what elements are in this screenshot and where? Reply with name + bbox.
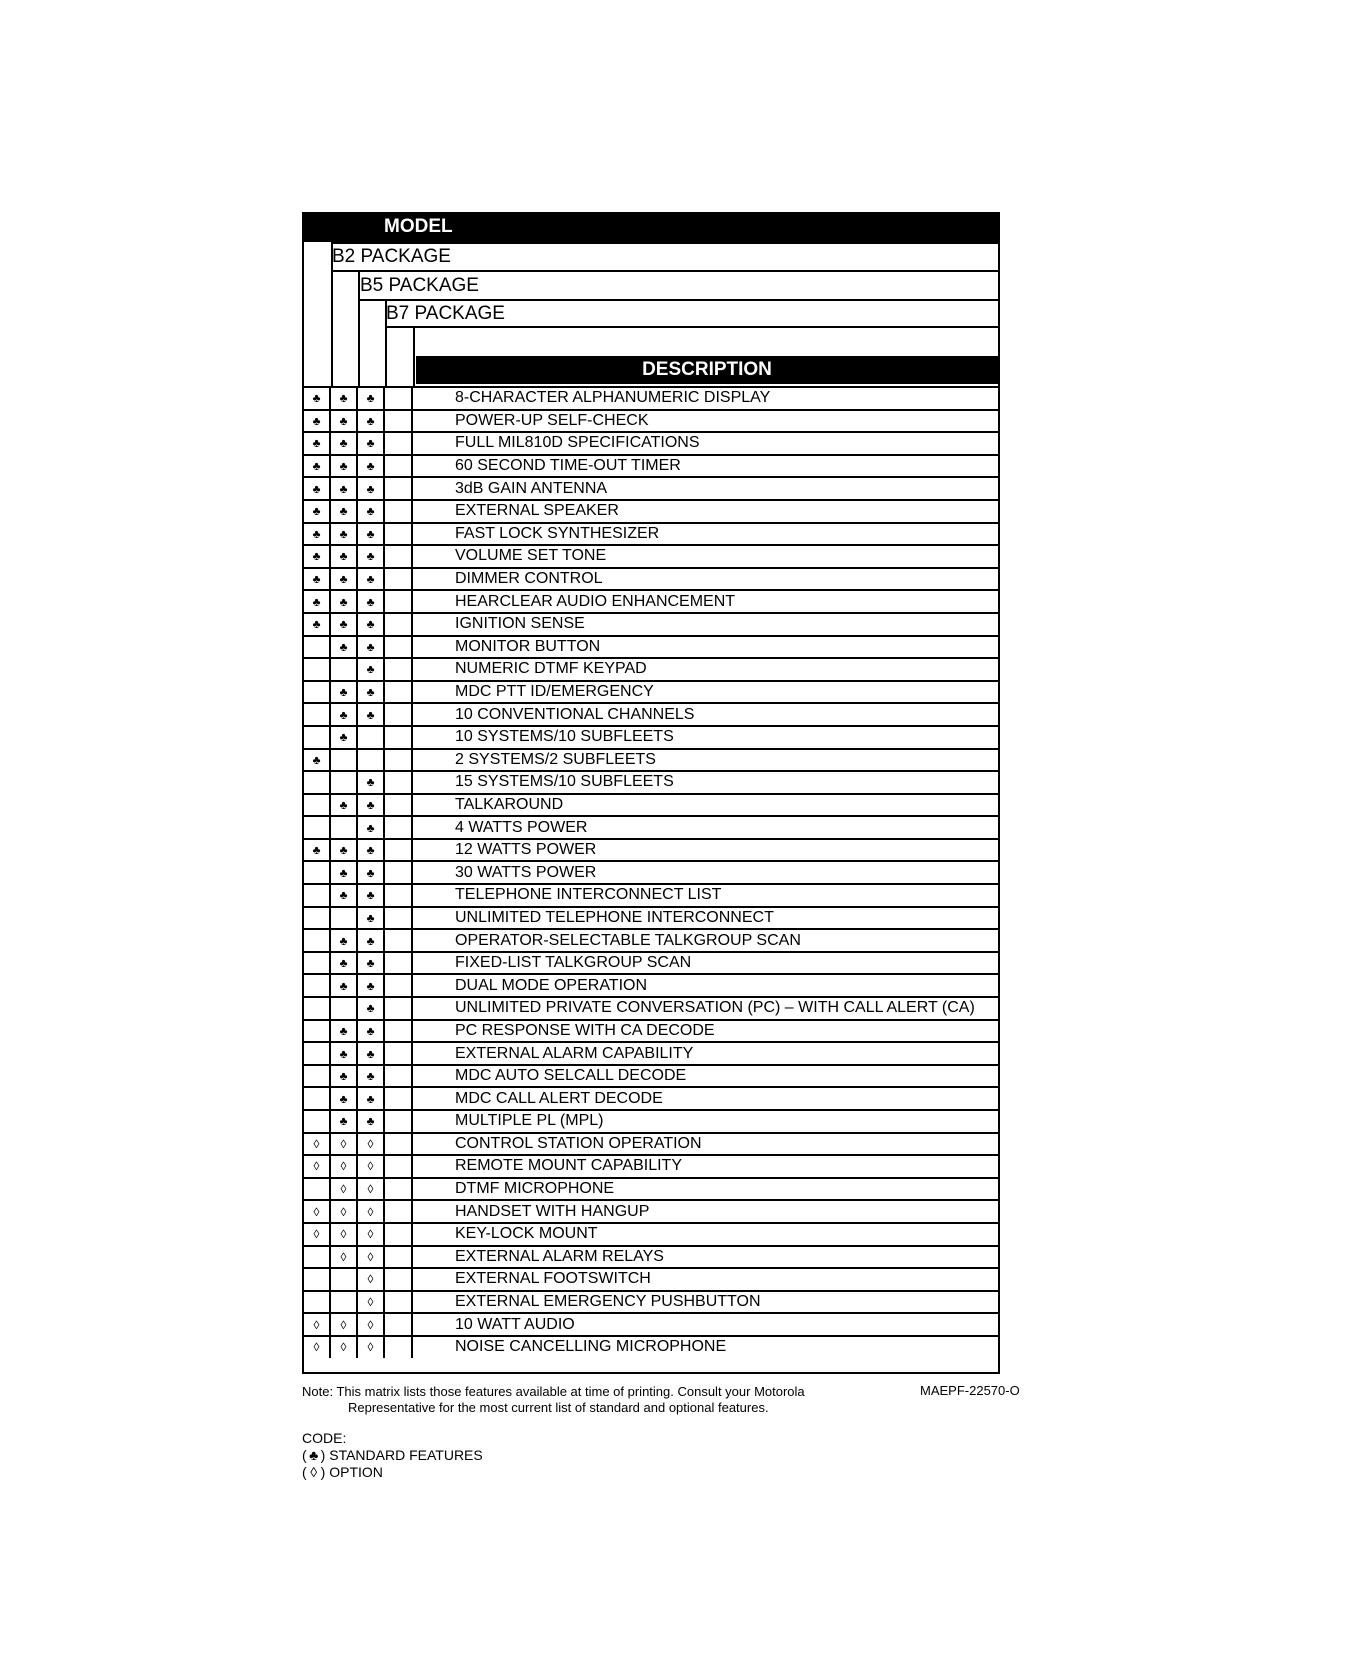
b7-standard-icon: ♣ [358,1043,385,1064]
b7-standard-icon: ♣ [358,659,385,680]
b2-cell [304,930,331,951]
blank-cell [385,772,413,793]
table-row [304,1335,998,1358]
blank-cell [385,637,413,658]
blank-cell [385,704,413,725]
feature-description: FAST LOCK SYNTHESIZER [455,524,660,542]
b7-standard-icon: ♣ [358,569,385,590]
b7-standard-icon: ♣ [358,433,385,454]
b7-standard-icon: ♣ [358,1088,385,1109]
b5-standard-icon: ♣ [331,953,358,974]
b7-standard-icon: ♣ [358,1066,385,1087]
b7-standard-icon: ♣ [358,840,385,861]
table-row [304,838,998,861]
blank-cell [385,885,413,906]
table-row [304,815,998,838]
b2-standard-icon: ♣ [304,524,331,545]
b2-cell [304,659,331,680]
table-row [304,973,998,996]
table-row [304,1290,998,1313]
table-row [304,725,998,748]
b7-standard-icon: ♣ [358,885,385,906]
b5-standard-icon: ♣ [331,840,358,861]
b2-cell [304,795,331,816]
b5-standard-icon: ♣ [331,411,358,432]
b5-standard-icon: ♣ [331,524,358,545]
b7-standard-icon: ♣ [358,1111,385,1132]
feature-description: UNLIMITED PRIVATE CONVERSATION (PC) – WITH CALL ALERT (CA) [455,999,975,1017]
blank-cell [385,998,413,1019]
b7-standard-icon: ♣ [358,456,385,477]
b5-standard-icon: ♣ [331,1111,358,1132]
feature-description: MDC AUTO SELCALL DECODE [455,1067,687,1085]
blank-cell [385,524,413,545]
b2-cell [304,908,331,929]
feature-description: 10 CONVENTIONAL CHANNELS [455,705,695,723]
feature-description: HEARCLEAR AUDIO ENHANCEMENT [455,592,736,610]
b5-standard-icon: ♣ [331,704,358,725]
b7-standard-icon: ♣ [358,704,385,725]
b2-cell [304,1043,331,1064]
table-row [304,1177,998,1200]
feature-description: 30 WATTS POWER [455,863,597,881]
b7-standard-icon: ♣ [358,637,385,658]
b2-line [331,242,998,244]
blank-cell [385,975,413,996]
b2-cell [304,637,331,658]
blank-cell [385,727,413,748]
feature-rows [304,386,998,1372]
b5-option-icon: ◊ [331,1134,358,1155]
document-id: MAEPF-22570-O [920,1383,1020,1398]
table-row [304,431,998,454]
b7-option-icon: ◊ [358,1247,385,1268]
blank-cell [385,1269,413,1290]
legend-standard: ( ♣ ) STANDARD FEATURES [302,1447,483,1463]
b5-option-icon: ◊ [331,1224,358,1245]
b5-standard-icon: ♣ [331,975,358,996]
feature-description: EXTERNAL EMERGENCY PUSHBUTTON [455,1293,761,1311]
b2-cell [304,1292,331,1313]
feature-description: CONTROL STATION OPERATION [455,1134,702,1152]
blank-cell [385,1134,413,1155]
b2-cell [304,772,331,793]
blank-cell [385,930,413,951]
table-row [304,680,998,703]
b5-option-icon: ◊ [331,1156,358,1177]
blank-cell [385,908,413,929]
note-line-1: Note: This matrix lists those features available at time of printing. Consult your Motorola [302,1384,805,1399]
b2-cell [304,704,331,725]
b5-standard-icon: ♣ [331,862,358,883]
b7-standard-icon: ♣ [358,930,385,951]
b2-option-icon: ◊ [304,1314,331,1335]
b5-package-label: B5 PACKAGE [360,275,479,296]
b5-option-icon: ◊ [331,1201,358,1222]
table-row [304,409,998,432]
b5-cell [331,1269,358,1290]
blank-cell [385,614,413,635]
b5-cell [331,817,358,838]
b7-option-icon: ◊ [358,1201,385,1222]
table-row [304,522,998,545]
feature-description: 3dB GAIN ANTENNA [455,479,608,497]
feature-description: 8-CHARACTER ALPHANUMERIC DISPLAY [455,389,771,407]
table-row [304,476,998,499]
feature-description: NUMERIC DTMF KEYPAD [455,660,647,678]
b2-cell [304,1021,331,1042]
feature-description: TALKAROUND [455,795,564,813]
table-row [304,1109,998,1132]
blank-line [385,326,998,328]
feature-description: PC RESPONSE WITH CA DECODE [455,1021,715,1039]
feature-description: MULTIPLE PL (MPL) [455,1112,604,1130]
b5-standard-icon: ♣ [331,1088,358,1109]
b5-cell [331,998,358,1019]
b7-package-label: B7 PACKAGE [386,303,505,324]
blank-cell [385,1292,413,1313]
b7-standard-icon: ♣ [358,682,385,703]
b5-standard-icon: ♣ [331,569,358,590]
b5-standard-icon: ♣ [331,478,358,499]
blank-cell [385,433,413,454]
b5-cell [331,1292,358,1313]
b2-option-icon: ◊ [304,1337,331,1358]
blank-cell [385,388,413,409]
blank-cell [385,682,413,703]
table-row [304,996,998,1019]
table-row [304,1132,998,1155]
table-row [304,1041,998,1064]
legend-standard-label: STANDARD FEATURES [329,1447,483,1463]
blank-cell [385,1201,413,1222]
b7-standard-icon: ♣ [358,908,385,929]
b7-option-icon: ◊ [358,1179,385,1200]
b2-cell [304,1066,331,1087]
b2-standard-icon: ♣ [304,433,331,454]
table-row [304,1019,998,1042]
blank-cell [385,1111,413,1132]
b2-cell [304,975,331,996]
b2-standard-icon: ♣ [304,411,331,432]
blank-cell [385,817,413,838]
b2-standard-icon: ♣ [304,456,331,477]
b7-standard-icon: ♣ [358,1021,385,1042]
table-row [304,883,998,906]
feature-description: 10 SYSTEMS/10 SUBFLEETS [455,728,674,746]
b5-line [331,270,998,272]
b2-cell [304,1088,331,1109]
b7-standard-icon: ♣ [358,388,385,409]
b2-standard-icon: ♣ [304,614,331,635]
feature-description: VOLUME SET TONE [455,547,607,565]
table-row [304,454,998,477]
b7-line [358,299,998,301]
b2-cell [304,1247,331,1268]
b2-cell [304,885,331,906]
feature-matrix [302,212,1000,1374]
b7-standard-icon: ♣ [358,546,385,567]
feature-description: MDC CALL ALERT DECODE [455,1089,663,1107]
b2-standard-icon: ♣ [304,569,331,590]
feature-description: 2 SYSTEMS/2 SUBFLEETS [455,750,656,768]
feature-description: MDC PTT ID/EMERGENCY [455,683,654,701]
feature-description: HANDSET WITH HANGUP [455,1202,650,1220]
blank-column-line [413,326,415,386]
b5-cell [331,750,358,771]
table-row [304,1199,998,1222]
b5-standard-icon: ♣ [331,682,358,703]
feature-description: 12 WATTS POWER [455,841,597,859]
b2-cell [304,817,331,838]
b2-standard-icon: ♣ [304,478,331,499]
table-row [304,906,998,929]
b5-standard-icon: ♣ [331,546,358,567]
b7-standard-icon: ♣ [358,862,385,883]
code-legend [302,1430,483,1481]
blank-cell [385,456,413,477]
table-row [304,386,998,409]
b5-cell [331,659,358,680]
feature-description: 10 WATT AUDIO [455,1315,575,1333]
table-row [304,702,998,725]
table-row [304,1267,998,1290]
b5-standard-icon: ♣ [331,388,358,409]
table-row [304,1154,998,1177]
blank-cell [385,411,413,432]
b5-standard-icon: ♣ [331,456,358,477]
blank-cell [385,1337,413,1358]
table-row [304,1312,998,1335]
note-line-2: Representative for the most current list of standard and optional features. [348,1400,769,1415]
feature-description: FULL MIL810D SPECIFICATIONS [455,434,700,452]
table-row [304,635,998,658]
b5-standard-icon: ♣ [331,885,358,906]
blank-cell [385,750,413,771]
feature-description: EXTERNAL FOOTSWITCH [455,1270,651,1288]
description-header: DESCRIPTION [416,356,998,384]
table-row [304,499,998,522]
b2-cell [304,1269,331,1290]
b7-standard-icon: ♣ [358,591,385,612]
table-row [304,1245,998,1268]
table-row [304,770,998,793]
blank-cell [385,795,413,816]
model-header: MODEL [304,212,998,242]
feature-description: EXTERNAL ALARM RELAYS [455,1247,664,1265]
b2-standard-icon: ♣ [304,750,331,771]
table-row [304,793,998,816]
b5-standard-icon: ♣ [331,614,358,635]
legend-option-label: OPTION [329,1464,383,1480]
blank-cell [385,591,413,612]
b7-standard-icon: ♣ [358,501,385,522]
b5-standard-icon: ♣ [331,591,358,612]
blank-cell [385,569,413,590]
blank-cell [385,1247,413,1268]
blank-cell [385,478,413,499]
blank-cell [385,1043,413,1064]
blank-cell [385,1224,413,1245]
feature-description: DTMF MICROPHONE [455,1180,615,1198]
b2-package-label: B2 PACKAGE [332,246,451,267]
table-row [304,589,998,612]
b7-standard-icon: ♣ [358,795,385,816]
blank-cell [385,1314,413,1335]
b7-option-icon: ◊ [358,1337,385,1358]
feature-description: 4 WATTS POWER [455,818,588,836]
b5-standard-icon: ♣ [331,1043,358,1064]
b7-standard-icon: ♣ [358,975,385,996]
b7-standard-icon: ♣ [358,772,385,793]
table-row [304,612,998,635]
feature-description: EXTERNAL SPEAKER [455,502,619,520]
blank-cell [385,659,413,680]
b7-standard-icon: ♣ [358,998,385,1019]
table-row [304,1086,998,1109]
b7-cell [358,727,385,748]
table-row [304,1064,998,1087]
blank-cell [385,1088,413,1109]
b2-cell [304,682,331,703]
b5-option-icon: ◊ [331,1247,358,1268]
b5-option-icon: ◊ [331,1314,358,1335]
b7-option-icon: ◊ [358,1134,385,1155]
blank-cell [385,953,413,974]
b7-option-icon: ◊ [358,1292,385,1313]
b5-option-icon: ◊ [331,1337,358,1358]
b5-cell [331,908,358,929]
b5-standard-icon: ♣ [331,501,358,522]
table-row [304,657,998,680]
b2-cell [304,1111,331,1132]
b5-standard-icon: ♣ [331,1066,358,1087]
feature-description: MONITOR BUTTON [455,637,601,655]
b7-standard-icon: ♣ [358,524,385,545]
b2-option-icon: ◊ [304,1156,331,1177]
b7-cell [358,750,385,771]
table-row [304,544,998,567]
feature-description: DUAL MODE OPERATION [455,976,648,994]
blank-cell [385,1156,413,1177]
b7-option-icon: ◊ [358,1269,385,1290]
blank-cell [385,1066,413,1087]
b7-standard-icon: ♣ [358,614,385,635]
b5-standard-icon: ♣ [331,795,358,816]
blank-cell [385,862,413,883]
feature-description: REMOTE MOUNT CAPABILITY [455,1157,682,1175]
b2-cell [304,953,331,974]
feature-description: TELEPHONE INTERCONNECT LIST [455,886,722,904]
feature-description: NOISE CANCELLING MICROPHONE [455,1338,727,1356]
b2-standard-icon: ♣ [304,546,331,567]
b5-standard-icon: ♣ [331,433,358,454]
feature-description: UNLIMITED TELEPHONE INTERCONNECT [455,908,774,926]
feature-description: KEY-LOCK MOUNT [455,1225,598,1243]
b2-standard-icon: ♣ [304,591,331,612]
b7-standard-icon: ♣ [358,953,385,974]
legend-option: ( ◊ ) OPTION [302,1464,383,1480]
b2-standard-icon: ♣ [304,840,331,861]
b5-standard-icon: ♣ [331,930,358,951]
feature-description: POWER-UP SELF-CHECK [455,411,649,429]
feature-description: DIMMER CONTROL [455,570,603,588]
b7-option-icon: ◊ [358,1224,385,1245]
feature-description: 15 SYSTEMS/10 SUBFLEETS [455,773,674,791]
option-feature-icon: ◊ [310,1464,318,1480]
blank-cell [385,501,413,522]
b5-standard-icon: ♣ [331,727,358,748]
b5-cell [331,772,358,793]
standard-feature-icon: ♣ [309,1447,319,1463]
b2-option-icon: ◊ [304,1224,331,1245]
table-row [304,567,998,590]
table-row [304,928,998,951]
blank-cell [385,840,413,861]
b2-standard-icon: ♣ [304,388,331,409]
b2-cell [304,1179,331,1200]
b7-option-icon: ◊ [358,1156,385,1177]
b2-option-icon: ◊ [304,1201,331,1222]
feature-description: FIXED-LIST TALKGROUP SCAN [455,954,692,972]
table-row [304,860,998,883]
b5-standard-icon: ♣ [331,637,358,658]
b5-standard-icon: ♣ [331,1021,358,1042]
b7-standard-icon: ♣ [358,478,385,499]
blank-cell [385,1179,413,1200]
b2-cell [304,998,331,1019]
table-row [304,951,998,974]
table-row [304,1222,998,1245]
b2-standard-icon: ♣ [304,501,331,522]
b7-standard-icon: ♣ [358,817,385,838]
code-title: CODE: [302,1430,347,1446]
feature-description: EXTERNAL ALARM CAPABILITY [455,1044,694,1062]
feature-description: OPERATOR-SELECTABLE TALKGROUP SCAN [455,931,801,949]
b2-option-icon: ◊ [304,1134,331,1155]
b2-cell [304,727,331,748]
feature-description: 60 SECOND TIME-OUT TIMER [455,457,681,475]
blank-cell [385,1021,413,1042]
b2-cell [304,862,331,883]
table-row [304,748,998,771]
blank-cell [385,546,413,567]
b7-option-icon: ◊ [358,1314,385,1335]
b5-option-icon: ◊ [331,1179,358,1200]
b7-standard-icon: ♣ [358,411,385,432]
footnote [302,1384,805,1416]
feature-description: IGNITION SENSE [455,615,585,633]
